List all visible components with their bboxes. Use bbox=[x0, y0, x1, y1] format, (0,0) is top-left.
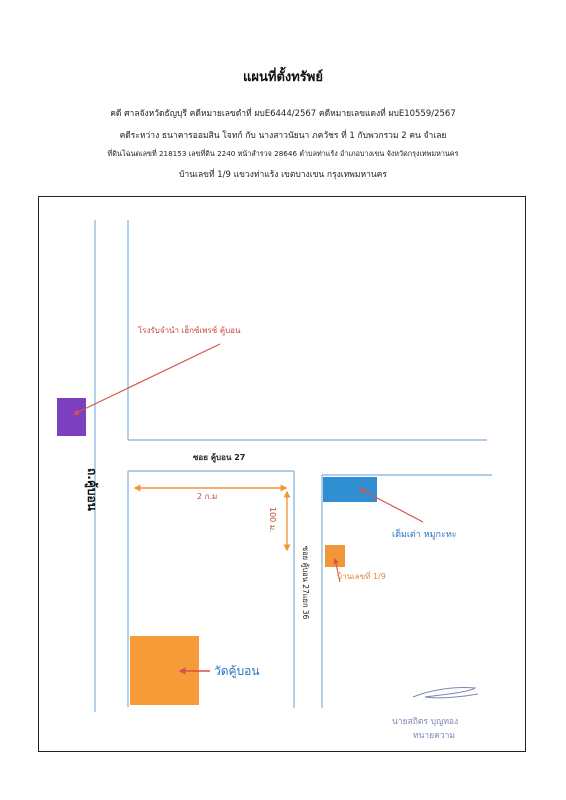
tent-shop-label: เต็มเต่า หมูกะทะ bbox=[392, 530, 457, 540]
tent-shop-marker bbox=[323, 477, 377, 502]
signature-scribble bbox=[413, 687, 478, 697]
warehouse-arrow bbox=[74, 344, 220, 414]
land-deed-line: ที่ดินโฉนดเลขที่ 218153 เลขที่ดิน 2240 หน้าสำรวจ 28646 ตำบลท่าแร้ง อำเภอบางเขน จังหวัดกรุงเทพมหานคร bbox=[107, 149, 459, 158]
warehouse-marker bbox=[57, 398, 86, 436]
page-title: แผนที่ตั้งทรัพย์ bbox=[243, 70, 323, 85]
temple-label: วัดคู้บอน bbox=[214, 664, 260, 678]
house-label: บ้านเลขที่ 1/9 bbox=[337, 572, 386, 581]
tent-shop-arrow bbox=[360, 489, 423, 522]
house-marker bbox=[325, 545, 345, 567]
road-main-label: ถ.คู้บอน bbox=[85, 468, 99, 511]
warehouse-label: โรงรับจำนำ เฮ็กซ์เพรซ์ คู้บอน bbox=[138, 326, 241, 335]
distance-horizontal-label: 2 ก.ม bbox=[197, 492, 218, 501]
soi-27-36-label: ซอย คู้บอน 27แยก 36 bbox=[301, 546, 310, 620]
house-address-line: บ้านเลขที่ 1/9 แขวงท่าแร้ง เขตบางเขน กรุงเทพมหานคร bbox=[179, 170, 387, 180]
distance-vertical-label: 100 ม. bbox=[268, 507, 277, 533]
signature-title: ทนายความ bbox=[413, 731, 456, 741]
signature-name: นายสถิตร บุญทอง bbox=[392, 717, 459, 727]
soi-27-label: ซอย คู้บอน 27 bbox=[193, 453, 246, 462]
parties-line: คดีระหว่าง ธนาคารออมสิน โจทก์ กับ นางสาวนัยนา ภควัชร ที่ 1 กับพวกรวม 2 คน จำเลย bbox=[119, 131, 447, 141]
case-numbers-line: คดี ศาลจังหวัดธัญบุรี คดีหมายเลขดำที่ ผบE6444/2567 คดีหมายเลขแดงที่ ผบE10559/2567 bbox=[110, 109, 456, 119]
